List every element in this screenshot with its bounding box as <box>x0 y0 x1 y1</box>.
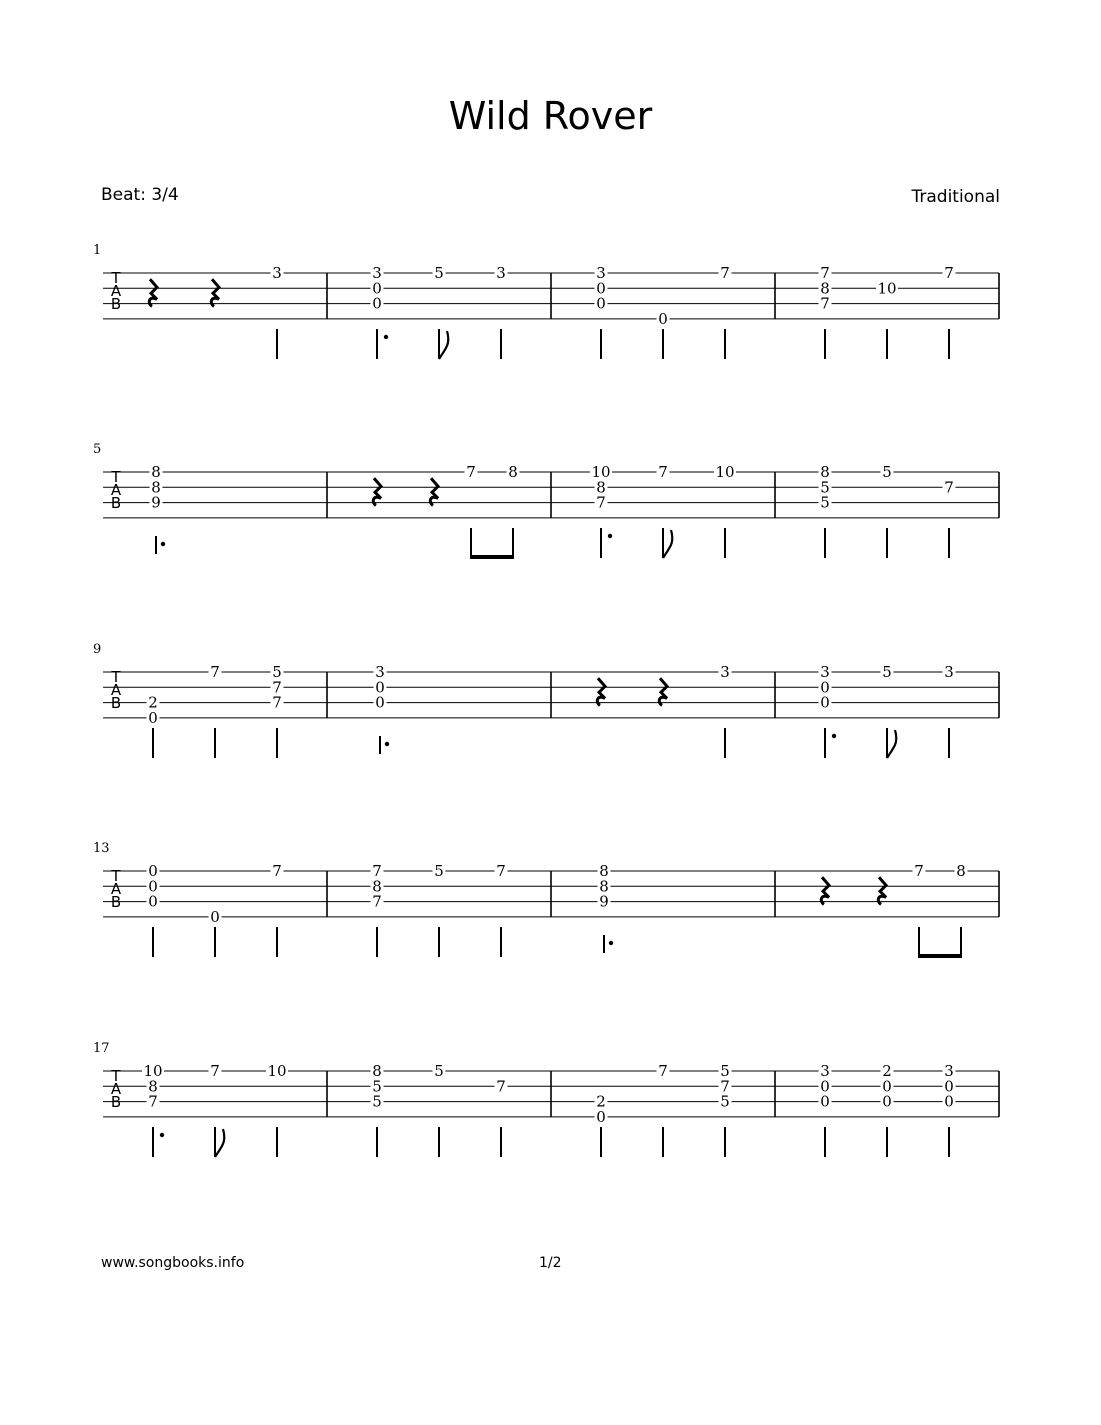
quarter-rest <box>149 279 157 306</box>
tab-clef-letter: A <box>110 1080 122 1098</box>
rhythm-dot <box>609 941 613 945</box>
song-title: Wild Rover <box>448 94 653 138</box>
measure-number: 17 <box>93 1041 110 1056</box>
fret-number: 5 <box>372 1092 382 1111</box>
measure-number: 9 <box>93 642 102 657</box>
fret-number: 5 <box>820 493 830 512</box>
fret-number: 7 <box>720 1077 730 1096</box>
tab-clef-letter: A <box>110 282 122 300</box>
composer-label: Traditional <box>911 187 1000 207</box>
fret-number: 8 <box>820 463 830 481</box>
fret-number: 5 <box>434 862 444 880</box>
fret-number: 7 <box>210 663 220 681</box>
fret-number: 5 <box>882 463 892 481</box>
tab-clef-letter: T <box>111 867 121 885</box>
fret-number: 3 <box>944 663 954 681</box>
fret-number: 0 <box>596 294 606 313</box>
fret-number: 0 <box>372 279 382 298</box>
fret-number: 3 <box>272 264 282 282</box>
page-number: 1/2 <box>539 1255 562 1271</box>
fret-number: 8 <box>372 877 382 896</box>
eighth-flag <box>215 1129 224 1157</box>
fret-number: 8 <box>596 478 606 497</box>
fret-number: 7 <box>820 294 830 313</box>
fret-number: 7 <box>820 264 830 282</box>
fret-number: 8 <box>599 862 609 880</box>
fret-number: 5 <box>882 663 892 681</box>
fret-number: 8 <box>508 463 518 481</box>
website-footer: www.songbooks.info <box>101 1255 245 1271</box>
fret-number: 10 <box>267 1062 287 1080</box>
rhythm-dot <box>161 542 165 546</box>
fret-number: 3 <box>496 264 506 282</box>
fret-number: 0 <box>944 1077 954 1096</box>
fret-number: 10 <box>877 279 897 298</box>
quarter-rest <box>878 877 886 904</box>
tab-clef-letter: B <box>110 694 122 712</box>
fret-number: 7 <box>272 678 282 697</box>
fret-number: 3 <box>944 1062 954 1080</box>
fret-number: 7 <box>210 1062 220 1080</box>
fret-number: 2 <box>882 1062 892 1080</box>
fret-number: 0 <box>148 862 158 880</box>
tab-clef-letter: B <box>110 295 122 313</box>
fret-number: 10 <box>143 1062 163 1080</box>
fret-number: 7 <box>372 862 382 880</box>
fret-number: 7 <box>496 862 506 880</box>
fret-number: 9 <box>151 493 161 512</box>
fret-number: 7 <box>466 463 476 481</box>
measure-number: 1 <box>93 243 102 258</box>
tab-clef-letter: B <box>110 893 122 911</box>
fret-number: 0 <box>210 907 220 926</box>
fret-number: 0 <box>596 1107 606 1126</box>
fret-number: 0 <box>148 892 158 911</box>
fret-number: 0 <box>882 1077 892 1096</box>
fret-number: 8 <box>599 877 609 896</box>
fret-number: 3 <box>596 264 606 282</box>
tab-clef-letter: T <box>111 1067 121 1085</box>
measure-number: 5 <box>93 442 102 457</box>
fret-number: 0 <box>148 877 158 896</box>
eighth-flag <box>439 331 448 359</box>
fret-number: 8 <box>151 478 161 497</box>
rhythm-dot <box>832 734 836 738</box>
quarter-rest <box>597 678 605 705</box>
fret-number: 5 <box>272 663 282 681</box>
tab-clef-letter: T <box>111 668 121 686</box>
fret-number: 7 <box>148 1092 158 1111</box>
quarter-rest <box>821 877 829 904</box>
fret-number: 8 <box>372 1062 382 1080</box>
fret-number: 0 <box>375 693 385 712</box>
eighth-flag <box>887 730 896 758</box>
rhythm-dot <box>608 534 612 538</box>
fret-number: 7 <box>944 478 954 497</box>
quarter-rest <box>659 678 667 705</box>
fret-number: 0 <box>882 1092 892 1111</box>
fret-number: 0 <box>596 279 606 298</box>
tab-clef-letter: T <box>111 269 121 287</box>
tab-clef-letter: A <box>110 880 122 898</box>
fret-number: 3 <box>375 663 385 681</box>
fret-number: 0 <box>820 1092 830 1111</box>
fret-number: 10 <box>715 463 735 481</box>
fret-number: 7 <box>914 862 924 880</box>
fret-number: 9 <box>599 892 609 911</box>
fret-number: 5 <box>434 264 444 282</box>
fret-number: 8 <box>148 1077 158 1096</box>
tab-clef-letter: B <box>110 494 122 512</box>
fret-number: 5 <box>720 1062 730 1080</box>
tab-clef-letter: B <box>110 1093 122 1111</box>
fret-number: 7 <box>596 493 606 512</box>
fret-number: 3 <box>372 264 382 282</box>
fret-number: 10 <box>591 463 611 481</box>
rhythm-dot <box>384 335 388 339</box>
fret-number: 0 <box>820 678 830 697</box>
rhythm-dot <box>385 742 389 746</box>
fret-number: 7 <box>720 264 730 282</box>
fret-number: 0 <box>820 1077 830 1096</box>
fret-number: 3 <box>720 663 730 681</box>
fret-number: 0 <box>658 309 668 328</box>
fret-number: 0 <box>944 1092 954 1111</box>
fret-number: 5 <box>820 478 830 497</box>
eighth-beam <box>470 555 514 559</box>
fret-number: 5 <box>434 1062 444 1080</box>
fret-number: 5 <box>372 1077 382 1096</box>
fret-number: 5 <box>720 1092 730 1111</box>
fret-number: 7 <box>496 1077 506 1096</box>
tab-clef-letter: A <box>110 481 122 499</box>
fret-number: 0 <box>375 678 385 697</box>
measure-number: 13 <box>93 841 110 856</box>
fret-number: 3 <box>820 663 830 681</box>
eighth-flag <box>663 530 672 558</box>
fret-number: 7 <box>372 892 382 911</box>
fret-number: 8 <box>151 463 161 481</box>
fret-number: 7 <box>658 1062 668 1080</box>
tab-clef-letter: T <box>111 468 121 486</box>
fret-number: 0 <box>820 693 830 712</box>
fret-number: 7 <box>272 862 282 880</box>
fret-number: 2 <box>596 1092 606 1111</box>
fret-number: 8 <box>956 862 966 880</box>
fret-number: 3 <box>820 1062 830 1080</box>
rhythm-dot <box>160 1133 164 1137</box>
fret-number: 0 <box>372 294 382 313</box>
fret-number: 7 <box>944 264 954 282</box>
fret-number: 8 <box>820 279 830 298</box>
eighth-beam <box>918 954 962 958</box>
beat-label: Beat: 3/4 <box>101 185 179 205</box>
quarter-rest <box>430 478 438 505</box>
quarter-rest <box>373 478 381 505</box>
tab-clef-letter: A <box>110 681 122 699</box>
fret-number: 7 <box>272 693 282 712</box>
fret-number: 0 <box>148 708 158 727</box>
fret-number: 2 <box>148 693 158 712</box>
quarter-rest <box>211 279 219 306</box>
fret-number: 7 <box>658 463 668 481</box>
